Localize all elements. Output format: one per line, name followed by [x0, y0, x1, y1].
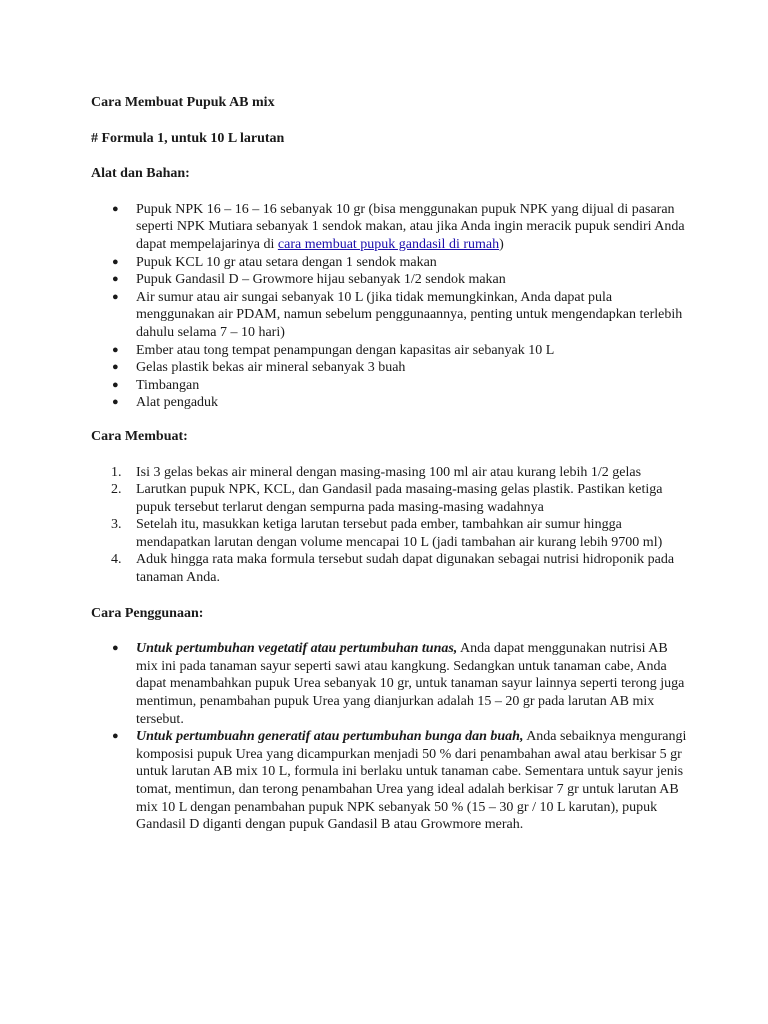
usage-emphasis: Untuk pertumbuahn generatif atau pertumbuhan bunga dan buah, — [136, 729, 524, 745]
tools-heading: Alat dan Bahan: — [91, 166, 190, 182]
list-item — [91, 640, 691, 728]
list-item — [91, 342, 691, 360]
usage-list — [91, 640, 691, 834]
step-item — [91, 516, 691, 551]
list-item — [91, 394, 691, 412]
usage-heading: Cara Penggunaan: — [91, 605, 204, 621]
list-item — [91, 728, 691, 834]
list-item-text: Alat pengaduk — [136, 395, 219, 411]
step-text: Aduk hingga rata maka formula tersebut sudah dapat digunakan sebagai nutrisi hidroponik pada tanaman Anda. — [136, 552, 675, 586]
list-item — [91, 359, 691, 377]
list-item-text: Gelas plastik bekas air mineral sebanyak 3 buah — [136, 360, 406, 376]
bullet-icon: ● — [112, 642, 119, 655]
steps-list — [91, 464, 691, 587]
bullet-icon: ● — [112, 273, 119, 286]
bullet-icon: ● — [112, 378, 119, 391]
usage-emphasis: Untuk pertumbuhan vegetatif atau pertumbuhan tunas, — [136, 641, 458, 657]
usage-text: Anda dapat menggunakan nutrisi AB mix ini pada tanaman sayur seperti sawi atau kangkung. Sedangkan untuk tanaman cabe, Anda dapat menambahkan pupuk Urea sebanyak 10 gr, untuk tanaman sayur lainnya seperti terong juga mentimun, penambahan pupuk Urea yang dianjurkan adalah 15 – 20 gr pada larutan AB mix tersebut. — [136, 641, 685, 727]
usage-text: Anda sebaiknya mengurangi komposisi pupuk Urea yang dicampurkan menjadi 50 % dari penambahan awal atau berkisar 5 gr untuk larutan AB mix 10 L, formula ini berlaku untuk tanaman cabe. Sementara untuk sayur jenis tomat, mentimun, dan terong penambahan Urea yang ideal adalah berkisar 7 gr untuk larutan AB mix 10 L dengan penambahan pupuk NPK sebanyak 50 % (15 – 30 gr / 10 L karutan), pupuk Gandasil D diganti dengan pupuk Gandasil B atau Growmore merah. — [136, 729, 687, 833]
list-item — [91, 201, 691, 254]
document-title: Cara Membuat Pupuk AB mix — [91, 95, 275, 110]
list-item-text: Ember atau tong tempat penampungan dengan kapasitas air sebanyak 10 L — [136, 342, 555, 358]
list-item-text: Timbangan — [136, 377, 200, 393]
step-text: Larutkan pupuk NPK, KCL, dan Gandasil pada masaing-masing gelas plastik. Pastikan ketiga pupuk tersebut terlarut dengan sempurna pada masing-masing wadahnya — [136, 482, 663, 515]
step-number: 3. — [111, 517, 122, 533]
bullet-icon: ● — [112, 255, 119, 268]
list-item — [91, 271, 691, 289]
method-heading: Cara Membuat: — [91, 428, 188, 444]
step-item — [91, 481, 691, 516]
list-item-text: Pupuk KCL 10 gr atau setara dengan 1 sendok makan — [136, 254, 437, 270]
list-item — [91, 289, 691, 342]
document-page — [91, 94, 691, 834]
step-item — [91, 551, 691, 586]
bullet-icon: ● — [112, 290, 119, 303]
bullet-icon: ● — [112, 730, 119, 743]
step-item — [91, 464, 691, 482]
step-text: Setelah itu, masukkan ketiga larutan tersebut pada ember, tambahkan air sumur hingga mendapatkan larutan dengan volume mencapai 10 L (jadi tambahan air kurang lebih 9700 ml) — [136, 517, 663, 550]
step-text: Isi 3 gelas bekas air mineral dengan masing-masing 100 ml air atau kurang lebih 1/2 gelas — [136, 464, 642, 480]
list-item — [91, 377, 691, 395]
list-item-text: Pupuk Gandasil D – Growmore hijau sebanyak 1/2 sendok makan — [136, 272, 506, 288]
tools-list — [91, 201, 691, 412]
step-number: 2. — [111, 482, 122, 498]
list-item — [91, 254, 691, 272]
formula-title: # Formula 1, untuk 10 L larutan — [91, 130, 285, 146]
gandasil-link[interactable]: cara membuat pupuk gandasil di rumah — [277, 236, 500, 252]
bullet-icon: ● — [112, 396, 119, 409]
step-number: 4. — [111, 552, 122, 568]
bullet-icon: ● — [112, 361, 119, 374]
bullet-icon: ● — [112, 202, 119, 215]
list-item-text: Air sumur atau air sungai sebanyak 10 L (jika tidak memungkinkan, Anda dapat pula menggunakan air PDAM, namun sebelum penggunaannya, penting untuk mengendapkan terlebih dahulu selama 7 – 10 hari) — [136, 289, 683, 340]
list-item-text: Pupuk NPK 16 – 16 – 16 sebanyak 10 gr (bisa menggunakan pupuk NPK yang dijual di pasaran seperti NPK Mutiara sebanyak 1 sendok makan, atau jika Anda ingin meracik pupuk sendiri Anda dapat mempelajarinya di — [136, 201, 685, 252]
list-item-text-end: ) — [499, 236, 504, 252]
step-number: 1. — [111, 464, 122, 480]
bullet-icon: ● — [112, 343, 119, 356]
